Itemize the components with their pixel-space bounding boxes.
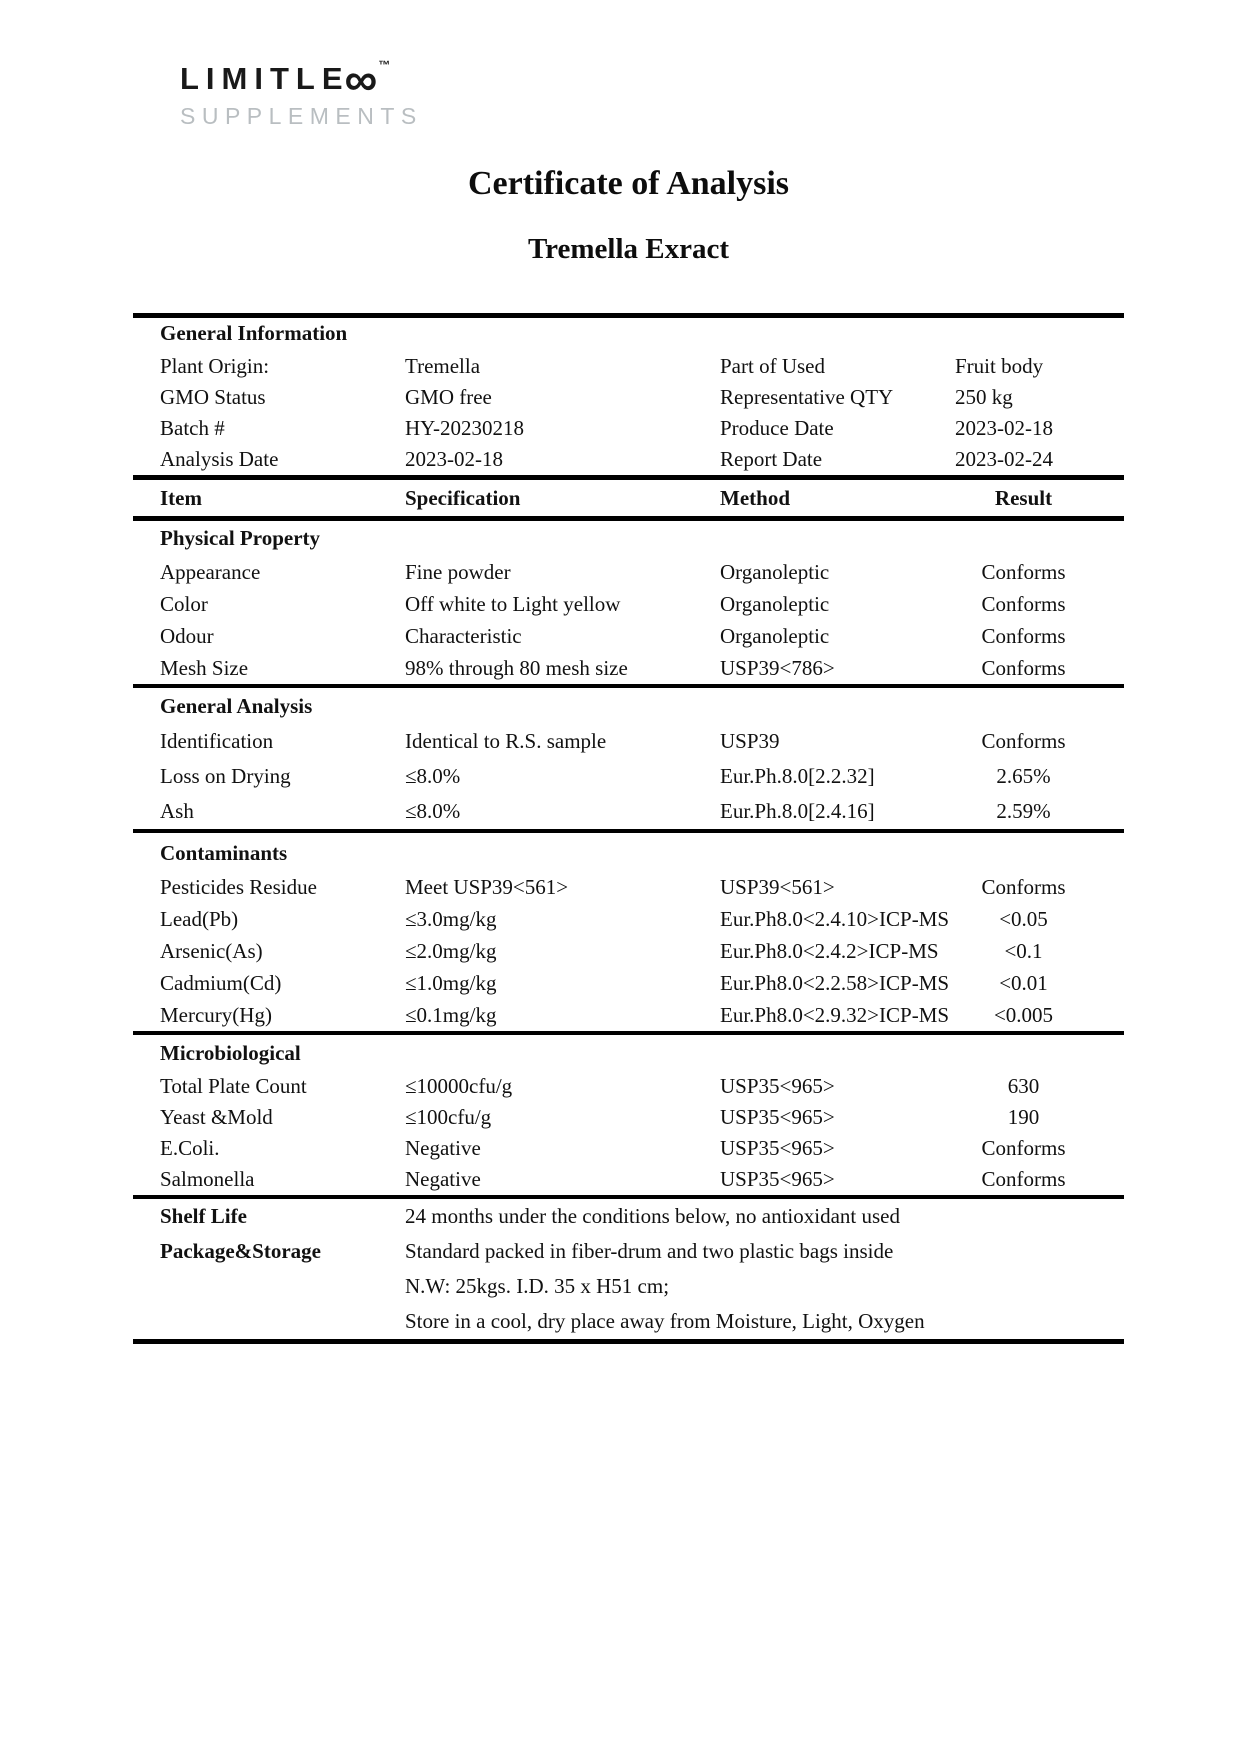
brand-logo (180, 53, 423, 129)
spec-cell: Negative (405, 1136, 481, 1160)
footer-row (133, 1269, 1124, 1304)
item-cell: E.Coli. (160, 1136, 220, 1160)
item-cell: Color (160, 591, 208, 616)
spec-cell: Fine powder (405, 559, 511, 584)
table-row (133, 999, 1124, 1031)
footer-text: N.W: 25kgs. I.D. 35 x H51 cm; (405, 1274, 670, 1298)
method-cell: USP35<965> (720, 1136, 835, 1160)
item-cell: Loss on Drying (160, 764, 291, 788)
column-header-method: Method (720, 485, 790, 510)
gi-label: Representative QTY (720, 385, 894, 409)
footer-label: Shelf Life (160, 1204, 247, 1228)
spec-cell: ≤10000cfu/g (405, 1074, 513, 1098)
item-cell: Pesticides Residue (160, 874, 317, 899)
section-heading-contaminants: Contaminants (160, 841, 288, 865)
gi-value: 2023-02-18 (405, 447, 503, 471)
result-cell: <0.1 (1004, 938, 1043, 963)
result-cell: Conforms (981, 874, 1066, 899)
table-row (133, 620, 1124, 652)
result-cell: 2.59% (996, 799, 1051, 823)
gi-value: Fruit body (955, 354, 1044, 378)
general-info-row (133, 351, 1124, 382)
footer-text: 24 months under the conditions below, no antioxidant used (405, 1204, 900, 1228)
method-cell: Organoleptic (720, 591, 830, 616)
spec-cell: ≤100cfu/g (405, 1105, 492, 1129)
method-cell: USP39 (720, 729, 780, 753)
item-cell: Odour (160, 623, 214, 648)
gi-label: Plant Origin: (160, 354, 270, 378)
result-cell: Conforms (981, 623, 1066, 648)
spec-cell: ≤3.0mg/kg (405, 906, 497, 931)
table-row (133, 1071, 1124, 1102)
result-cell: Conforms (981, 559, 1066, 584)
result-cell: 630 (1007, 1074, 1040, 1098)
table-row (133, 759, 1124, 794)
column-header-result: Result (994, 485, 1053, 510)
method-cell: Organoleptic (720, 559, 830, 584)
gi-value: GMO free (405, 385, 492, 409)
document-title: Certificate of Analysis (467, 165, 790, 202)
footer-row (133, 1234, 1124, 1269)
section-heading-physical-property: Physical Property (160, 526, 321, 550)
item-cell: Arsenic(As) (160, 938, 263, 963)
method-cell: Eur.Ph8.0<2.9.32>ICP-MS (720, 1002, 950, 1027)
item-cell: Salmonella (160, 1167, 255, 1191)
section-heading-microbiological: Microbiological (160, 1041, 301, 1065)
method-cell: USP39<561> (720, 874, 835, 899)
table-row (133, 588, 1124, 620)
logo-wordmark: LIMITLE (180, 61, 350, 96)
general-info-row (133, 413, 1124, 444)
method-cell: USP35<965> (720, 1074, 835, 1098)
spec-cell: ≤8.0% (405, 799, 461, 823)
table-row (133, 903, 1124, 935)
item-cell: Identification (160, 729, 274, 753)
section-heading-general-information: General Information (160, 321, 348, 345)
table-row (133, 1164, 1124, 1195)
gi-value: Tremella (405, 354, 481, 378)
table-row (133, 1133, 1124, 1164)
method-cell: Organoleptic (720, 623, 830, 648)
gi-value: 2023-02-24 (955, 447, 1053, 471)
gi-value: 250 kg (955, 385, 1013, 409)
method-cell: Eur.Ph8.0<2.4.2>ICP-MS (720, 938, 939, 963)
gi-value: 2023-02-18 (955, 416, 1053, 440)
result-cell: Conforms (981, 1136, 1066, 1160)
table-row (133, 935, 1124, 967)
spec-cell: ≤1.0mg/kg (405, 970, 497, 995)
table-row (133, 724, 1124, 759)
spec-cell: ≤0.1mg/kg (405, 1002, 497, 1027)
item-cell: Total Plate Count (160, 1074, 307, 1098)
item-cell: Yeast &Mold (160, 1105, 273, 1129)
table-row (133, 1102, 1124, 1133)
infinity-icon: ∞ (344, 53, 378, 105)
gi-label: Report Date (720, 447, 823, 471)
item-cell: Cadmium(Cd) (160, 970, 282, 995)
result-cell: <0.005 (993, 1002, 1054, 1027)
method-cell: Eur.Ph.8.0[2.2.32] (720, 764, 875, 788)
item-cell: Mercury(Hg) (160, 1002, 272, 1027)
method-cell: Eur.Ph.8.0[2.4.16] (720, 799, 875, 823)
result-cell: 2.65% (996, 764, 1051, 788)
table-row (133, 871, 1124, 903)
divider-bottom (133, 1339, 1124, 1344)
footer-row (133, 1304, 1124, 1339)
item-cell: Appearance (160, 559, 261, 584)
logo-subtitle: SUPPLEMENTS (180, 103, 423, 129)
logo-wordmark-row (180, 53, 423, 105)
general-info-row (133, 382, 1124, 413)
spec-cell: Negative (405, 1167, 481, 1191)
column-header-specification: Specification (405, 485, 521, 510)
spec-cell: Identical to R.S. sample (405, 729, 607, 753)
gi-label: Produce Date (720, 416, 834, 440)
result-cell: Conforms (981, 591, 1066, 616)
table-row (133, 556, 1124, 588)
result-cell: Conforms (981, 655, 1066, 680)
spec-cell: ≤8.0% (405, 764, 461, 788)
method-cell: Eur.Ph8.0<2.4.10>ICP-MS (720, 906, 950, 931)
table-row (133, 794, 1124, 829)
gi-value: HY-20230218 (405, 416, 524, 440)
footer-label: Package&Storage (160, 1239, 321, 1263)
spec-cell: Off white to Light yellow (405, 591, 621, 616)
item-cell: Ash (160, 799, 194, 823)
gi-label: Analysis Date (160, 447, 279, 471)
footer-text: Store in a cool, dry place away from Moisture, Light, Oxygen (405, 1309, 925, 1333)
table-row (133, 652, 1124, 684)
method-cell: USP39<786> (720, 655, 835, 680)
result-cell: <0.05 (999, 906, 1048, 931)
gi-label: GMO Status (160, 385, 266, 409)
method-cell: USP35<965> (720, 1105, 835, 1129)
section-heading-general-analysis: General Analysis (160, 694, 313, 718)
item-cell: Lead(Pb) (160, 906, 239, 931)
gi-label: Batch # (160, 416, 225, 440)
spec-cell: Characteristic (405, 623, 522, 648)
result-cell: Conforms (981, 729, 1066, 753)
table-row (133, 967, 1124, 999)
column-header-item: Item (160, 485, 202, 510)
spec-cell: Meet USP39<561> (405, 874, 569, 899)
item-cell: Mesh Size (160, 655, 249, 680)
product-name: Tremella Exract (527, 233, 730, 265)
method-cell: Eur.Ph8.0<2.2.58>ICP-MS (720, 970, 950, 995)
table-header-row (133, 480, 1124, 516)
gi-label: Part of Used (720, 354, 825, 378)
certificate-table (133, 313, 1124, 1344)
footer-text: Standard packed in fiber-drum and two plastic bags inside (405, 1239, 894, 1263)
trademark-symbol: ™ (378, 58, 391, 72)
general-info-row (133, 444, 1124, 475)
result-cell: <0.01 (999, 970, 1048, 995)
result-cell: Conforms (981, 1167, 1066, 1191)
method-cell: USP35<965> (720, 1167, 835, 1191)
result-cell: 190 (1007, 1105, 1040, 1129)
spec-cell: ≤2.0mg/kg (405, 938, 497, 963)
spec-cell: 98% through 80 mesh size (405, 655, 628, 680)
footer-row (133, 1199, 1124, 1234)
